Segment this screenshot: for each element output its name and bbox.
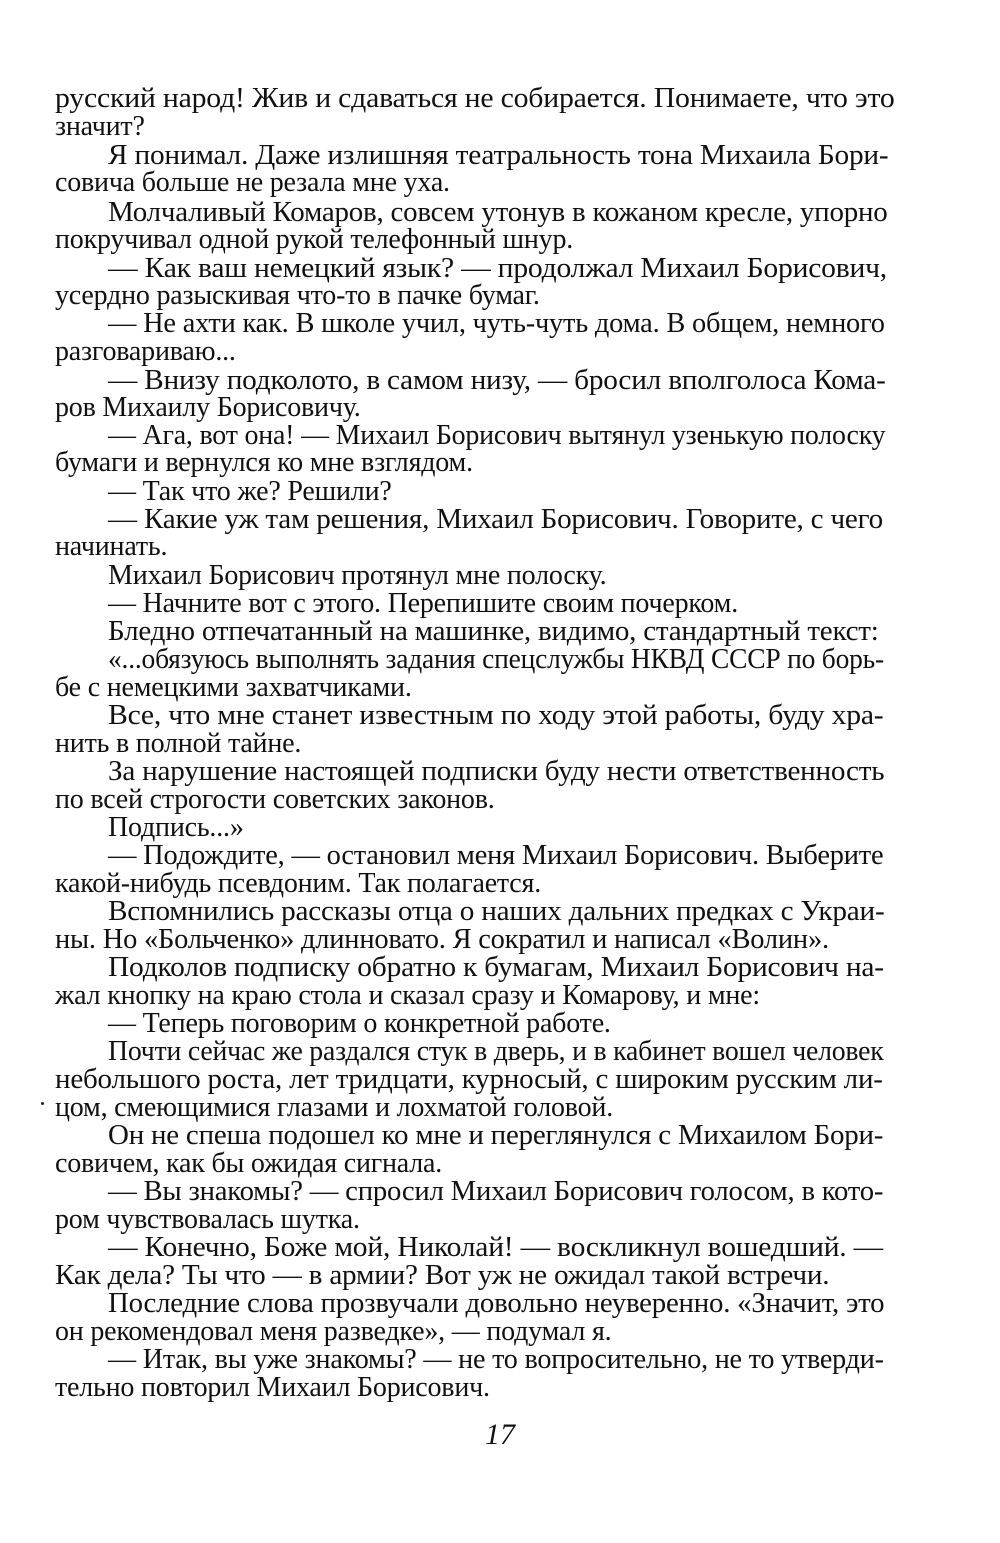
text-line: какой-нибудь псевдоним. Так полагается. — [55, 868, 542, 899]
page-number: 17 — [485, 1418, 515, 1451]
text-line: бе с немецкими захватчиками. — [55, 672, 412, 703]
print-speck — [41, 1102, 44, 1105]
text-line: Бледно отпечатанный на машинке, видимо, стандартный текст: — [108, 616, 879, 647]
text-line: покручивал одной рукой телефонный шнур. — [55, 224, 574, 255]
text-line: — Теперь поговорим о конкретной работе. — [108, 1008, 611, 1039]
text-line: Подпись...» — [108, 812, 244, 843]
text-line: — Как ваш немецкий язык? — продолжал Михаил Борисович, — [108, 253, 887, 284]
text-line: — Какие уж там решения, Михаил Борисович. Говорите, с чего — [108, 504, 883, 535]
text-line: ров Михаилу Борисовичу. — [55, 392, 361, 423]
text-line: — Так что же? Решили? — [108, 476, 392, 507]
text-line: «...обязуюсь выполнять задания спецслужбы НКВД СССР по борь- — [108, 644, 884, 675]
text-line: — Конечно, Боже мой, Николай! — воскликнул вошедший. — — [108, 1232, 883, 1263]
text-line: Я понимал. Даже излишняя театральность тона Михаила Бори- — [108, 140, 889, 171]
text-line: Вспомнились рассказы отца о наших дальних предках с Украи- — [108, 896, 885, 927]
text-line: — Вы знакомы? — спросил Михаил Борисович голосом, в кото- — [108, 1176, 884, 1207]
text-line: тельно повторил Михаил Борисович. — [55, 1372, 490, 1403]
text-line: — Не ахти как. В школе учил, чуть-чуть дома. В общем, немного — [108, 308, 885, 339]
text-line: по всей строгости советских законов. — [55, 784, 495, 815]
text-line: Почти сейчас же раздался стук в дверь, и в кабинет вошел человек — [108, 1036, 884, 1067]
text-line: он рекомендовал меня разведке», — подумал я. — [55, 1316, 612, 1347]
text-line: нить в полной тайне. — [55, 728, 302, 759]
text-line: Подколов подписку обратно к бумагам, Михаил Борисович на- — [108, 952, 884, 983]
text-line: усердно разыскивая что-то в пачке бумаг. — [55, 280, 540, 311]
text-line: Как дела? Ты что — в армии? Вот уж не ожидал такой встречи. — [55, 1260, 830, 1291]
text-line: ны. Но «Больченко» длинновато. Я сократил и написал «Волин». — [55, 924, 829, 955]
text-line: значит? — [55, 111, 145, 142]
text-line: цом, смеющимися глазами и лохматой головой. — [55, 1092, 614, 1123]
text-line: Молчаливый Комаров, совсем утонув в кожаном кресле, упорно — [108, 197, 888, 228]
text-line: За нарушение настоящей подписки буду нести ответственность — [108, 756, 885, 787]
text-line: жал кнопку на краю стола и сказал сразу и Комарову, и мне: — [55, 980, 760, 1011]
text-line: разговариваю... — [55, 336, 236, 367]
text-line: Последние слова прозвучали довольно неуверенно. «Значит, это — [108, 1288, 885, 1319]
text-line: совича больше не резала мне уха. — [55, 167, 450, 198]
text-line: бумаги и вернулся ко мне взглядом. — [55, 447, 473, 478]
text-line: — Итак, вы уже знакомы? — не то вопросительно, не то утверди- — [108, 1344, 884, 1375]
text-line: русский народ! Жив и сдаваться не собирается. Понимаете, что это — [55, 83, 895, 114]
text-line: Все, что мне станет известным по ходу этой работы, буду хра- — [108, 700, 884, 731]
text-line: начинать. — [55, 531, 168, 562]
text-line: ром чувствовалась шутка. — [55, 1204, 360, 1235]
text-line: — Подождите, — остановил меня Михаил Борисович. Выберите — [108, 840, 884, 871]
text-line: — Ага, вот она! — Михаил Борисович вытянул узенькую полоску — [108, 420, 886, 451]
text-line: — Внизу подколото, в самом низу, — бросил вполголоса Кома- — [108, 365, 886, 396]
text-line: Михаил Борисович протянул мне полоску. — [108, 560, 607, 591]
text-line: небольшого роста, лет тридцати, курносый, с широким русским ли- — [55, 1064, 883, 1095]
text-line: Он не спеша подошел ко мне и переглянулся с Михаилом Бори- — [108, 1120, 884, 1151]
text-line: — Начните вот с этого. Перепишите своим почерком. — [108, 588, 738, 619]
text-line: совичем, как бы ожидая сигнала. — [55, 1148, 443, 1179]
